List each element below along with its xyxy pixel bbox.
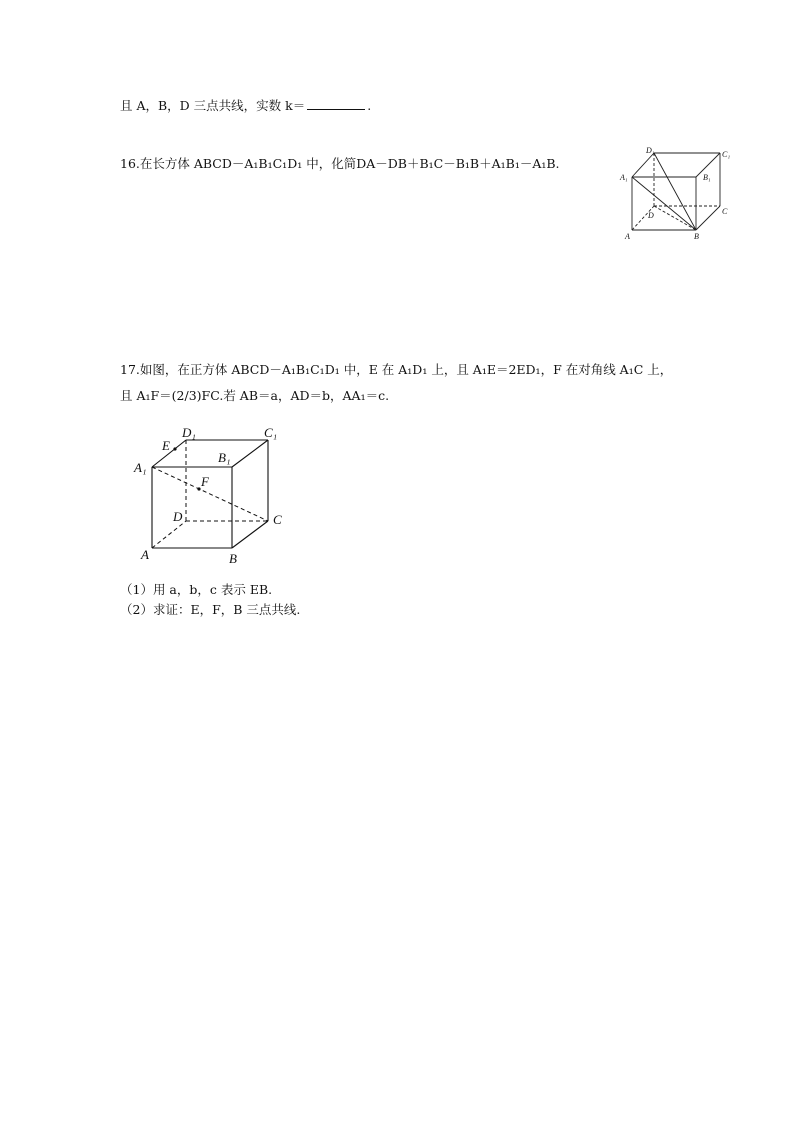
- cuboid-diagram: [616, 144, 740, 244]
- continuation-end: .: [367, 98, 372, 113]
- question-17-line1: [120, 362, 672, 378]
- continuation-text: 且 A，B，D 三点共线，实数 k＝: [120, 98, 306, 113]
- label-a: A: [141, 547, 149, 562]
- label-b1: B₁: [218, 450, 231, 465]
- part-2-text: （2）求证：E，F，B 三点共线.: [120, 602, 301, 617]
- continuation-line: [120, 98, 371, 114]
- label-c1: C₁: [264, 425, 278, 440]
- label-c: C: [722, 207, 728, 216]
- label-d: D: [648, 211, 654, 220]
- answer-blank: [307, 98, 365, 110]
- figure-17-cube: [128, 424, 298, 576]
- question-17-part-2: [120, 602, 300, 618]
- label-a: A: [625, 232, 630, 241]
- figure-16-cuboid: [616, 144, 740, 248]
- label-b: B: [229, 551, 237, 566]
- label-d1: D₁: [646, 146, 655, 155]
- label-f: F: [201, 474, 209, 489]
- label-c1: C₁: [722, 150, 731, 159]
- label-c: C: [273, 512, 282, 527]
- label-a1: A₁: [620, 173, 628, 182]
- label-a1: A₁: [134, 460, 147, 475]
- label-b: B: [694, 232, 699, 241]
- label-d: D: [173, 509, 183, 524]
- question-17-line2: [120, 388, 389, 404]
- question-16-text: 16.在长方体 ABCD－A₁B₁C₁D₁ 中，化简DA－DB＋B₁C－B₁B＋A₁B₁－A₁B.: [120, 156, 560, 171]
- label-b1: B₁: [703, 173, 711, 182]
- cube-diagram: [128, 424, 298, 572]
- label-d1: D₁: [182, 425, 196, 440]
- question-17-text-2: 且 A₁F＝(2/3)FC.若 AB＝a，AD＝b，AA₁＝c.: [120, 388, 390, 403]
- part-1-text: （1）用 a，b，c 表示 EB.: [120, 582, 273, 597]
- label-e: E: [162, 438, 170, 453]
- question-17-part-1: [120, 582, 272, 598]
- question-17-text-1: 17.如图，在正方体 ABCD－A₁B₁C₁D₁ 中，E 在 A₁D₁ 上，且 A₁E＝2ED₁，F 在对角线 A₁C 上，: [120, 362, 673, 377]
- question-16: [120, 156, 560, 172]
- point-e: [173, 447, 176, 450]
